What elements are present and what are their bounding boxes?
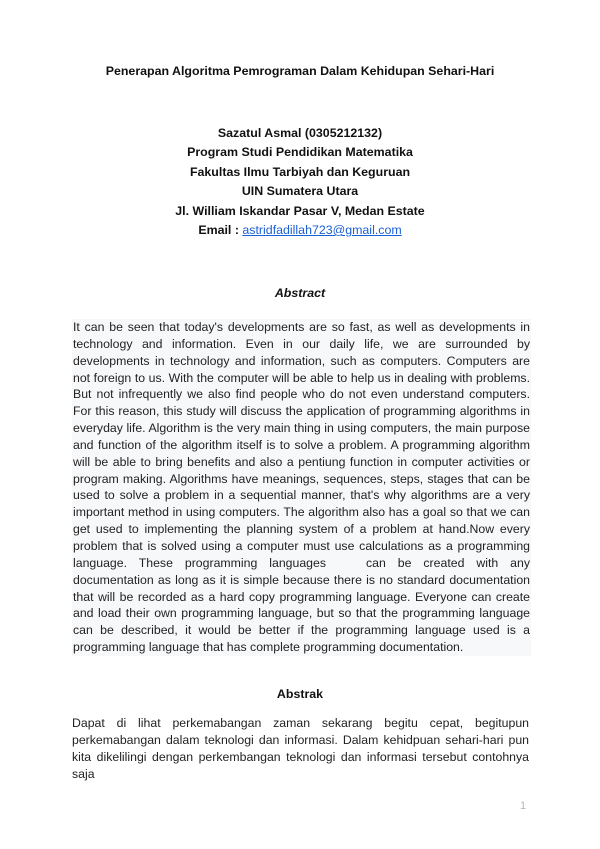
page-number: 1 [520,800,527,812]
abstract-text-part2: can be created with any documentation as long as it is simple because there is no standard documentation that will be recorded as a hard copy programming language. Everyone can create and load their own programming language, but so that the programming language can be described, it would be better if the programming language used is a programming language that has complete programming documentation. [73,555,531,655]
abstract-paragraph [72,319,531,656]
faculty: Fakultas Ilmu Tarbiyah dan Keguruan [189,164,411,179]
email-label: Email : [198,223,243,238]
abstrak-paragraph: Dapat di lihat perkemabangan zaman sekarang begitu cepat, begitupun perkemabangan dalam teknologi dan informasi. Dalam kehidpuan sehari-hari pun kita dikelilingi dengan perkembangan teknologi dan informasi tersebut contohnya saja [72,716,529,781]
email-line [0,221,600,240]
author-name: Sazatul Asmal (0305212132) [217,126,383,140]
study-program: Program Studi Pendidikan Matematika [187,145,413,160]
university: UIN Sumatera Utara [241,184,359,199]
author-block [0,124,600,240]
document-title: Penerapan Algoritma Pemrograman Dalam Kehidupan Sehari-Hari [105,64,495,78]
abstract-text-part1: It can be seen that today's developments are so fast, as well as developments in technology and information. Even in our daily life, we are surrounded by developments in technology and information, such as computers. Computers are not foreign to us. With the computer will be able to help us in dealing with problems. But not infrequently we also find people who do not even understand computers. For this reason, this study will discuss the application of programming algorithms in everyday life. Algorithm is the very main thing in using computers, the main purpose and function of the algorithm itself is to solve a problem. A programming algorithm will be able to bring benefits and also a pentiung function in computer activities or program making. Algorithms have meanings, sequences, steps, stages that can be used to solve a problem in a sequential manner, that's why algorithms are a very important method in using computers. The algorithm also has a goal so that we can get used to implementing the planning system of a problem at hand.Now every problem that is solved using a computer must use calculations as a programming language. These programming languages [73,320,530,570]
address: Jl. William Iskandar Pasar V, Medan Estate [175,203,425,218]
abstrak-heading: Abstrak [276,687,324,701]
abstract-heading: Abstract [274,286,326,300]
email-link[interactable]: astridfadillah723@gmail.com [242,223,402,238]
